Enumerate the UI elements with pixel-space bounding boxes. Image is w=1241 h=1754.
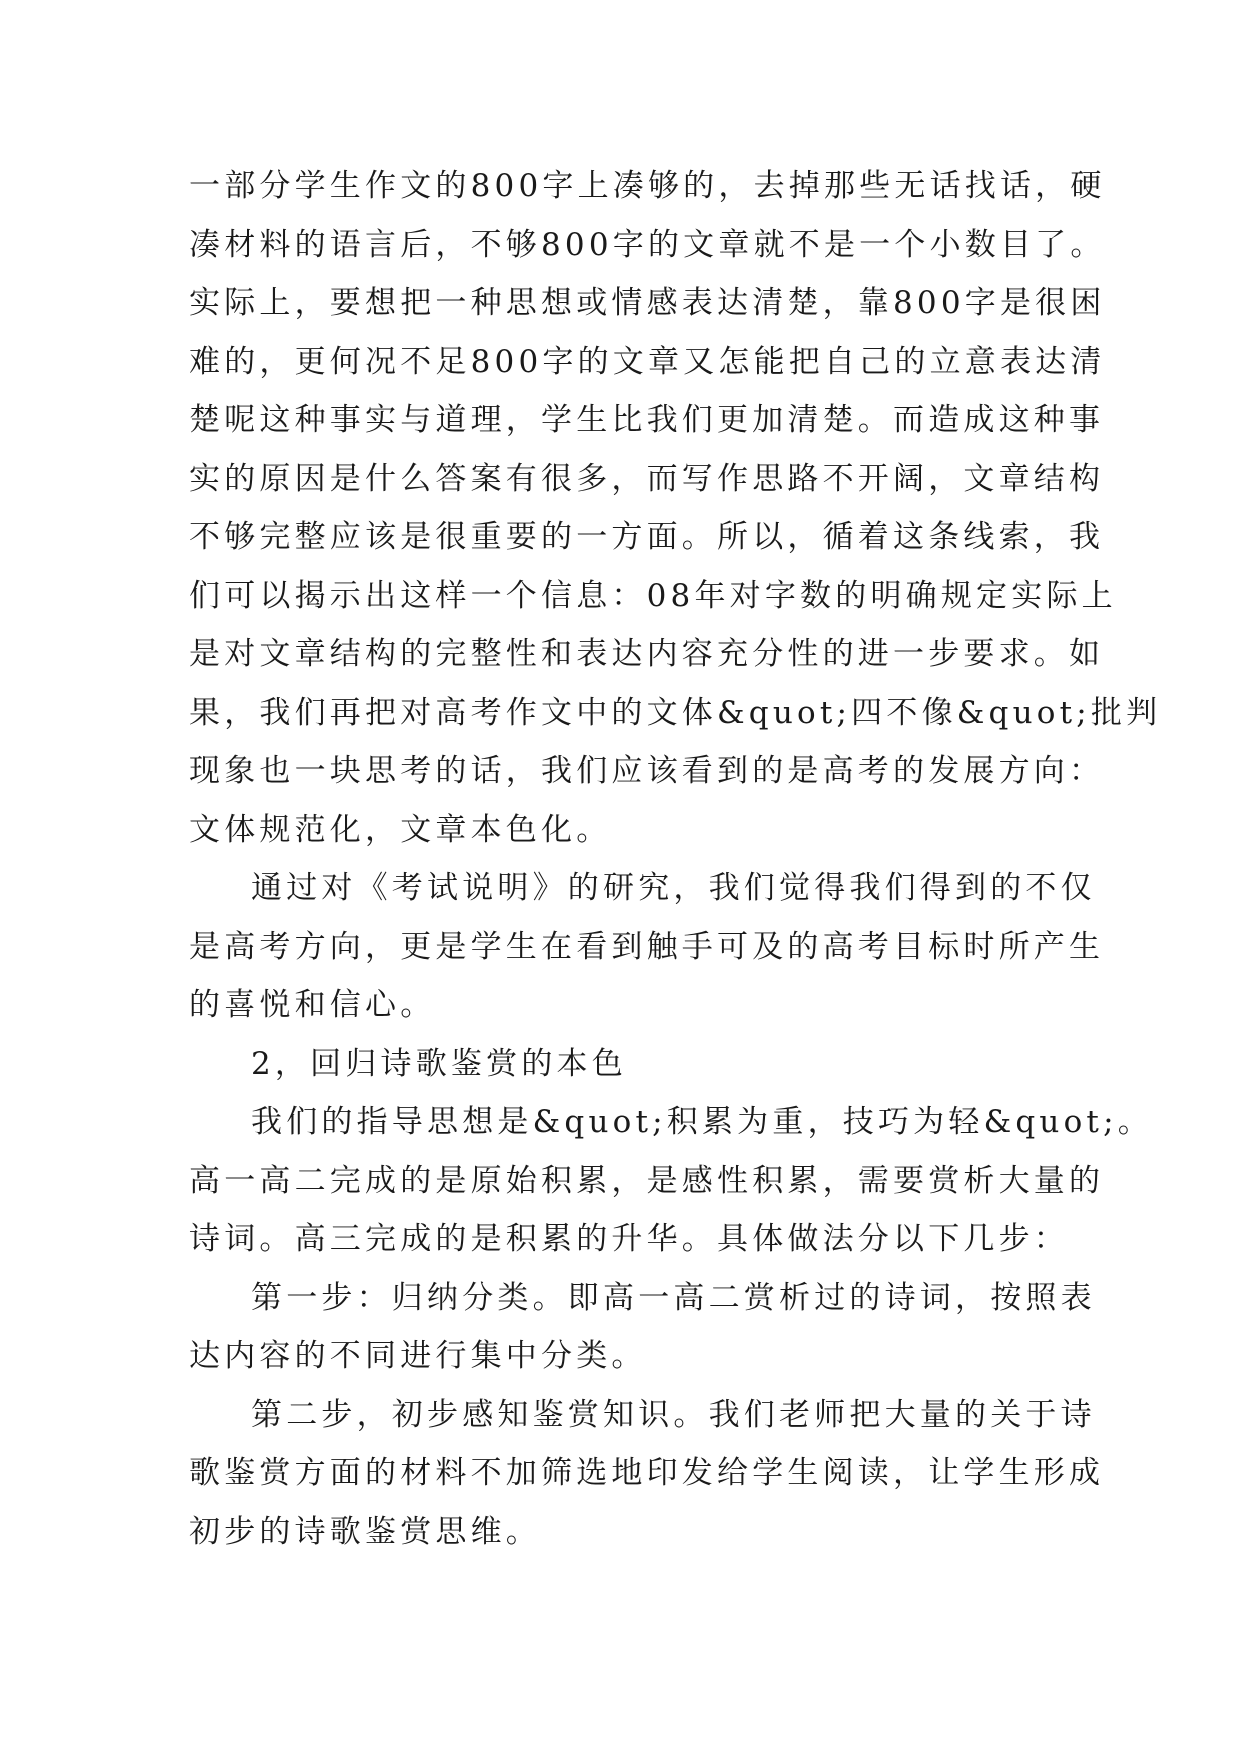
text-line: 们可以揭示出这样一个信息：08年对字数的明确规定实际上 bbox=[189, 577, 1117, 614]
text-line: 是对文章结构的完整性和表达内容充分性的进一步要求。如 bbox=[189, 636, 1105, 672]
text-line: 的喜悦和信心。 bbox=[189, 987, 436, 1023]
text-line: 歌鉴赏方面的材料不加筛选地印发给学生阅读，让学生形成 bbox=[189, 1455, 1105, 1491]
text-line: 一部分学生作文的800字上凑够的，去掉那些无话找话，硬 bbox=[189, 168, 1106, 204]
text-line: 果，我们再把对高考作文中的文体&quot;四不像&quot;批判 bbox=[189, 694, 1162, 731]
document-page bbox=[189, 157, 1162, 1561]
text-line: 第一步：归纳分类。即高一高二赏析过的诗词，按照表 bbox=[251, 1279, 1096, 1316]
text-line: 2，回归诗歌鉴赏的本色 bbox=[251, 1045, 627, 1082]
text-line: 楚呢这种事实与道理，学生比我们更加清楚。而造成这种事 bbox=[189, 402, 1105, 438]
body-text bbox=[189, 157, 1162, 1561]
text-line: 诗词。高三完成的是积累的升华。具体做法分以下几步： bbox=[189, 1221, 1069, 1257]
text-line: 文体规范化，文章本色化。 bbox=[189, 811, 612, 848]
text-line: 第二步，初步感知鉴赏知识。我们老师把大量的关于诗 bbox=[251, 1396, 1096, 1433]
text-line: 实的原因是什么答案有很多，而写作思路不开阔，文章结构 bbox=[189, 460, 1105, 497]
text-line: 达内容的不同进行集中分类。 bbox=[189, 1338, 647, 1374]
text-line: 现象也一块思考的话，我们应该看到的是高考的发展方向： bbox=[189, 753, 1105, 789]
text-line: 凑材料的语言后，不够800字的文章就不是一个小数目了。 bbox=[189, 226, 1106, 263]
text-line: 高一高二完成的是原始积累，是感性积累，需要赏析大量的 bbox=[189, 1162, 1105, 1199]
text-line: 初步的诗歌鉴赏思维。 bbox=[189, 1513, 541, 1550]
text-line: 我们的指导思想是&quot;积累为重，技巧为轻&quot;。 bbox=[251, 1104, 1153, 1140]
text-line: 实际上，要想把一种思想或情感表达清楚，靠800字是很困 bbox=[189, 285, 1106, 321]
text-line: 不够完整应该是很重要的一方面。所以，循着这条线索，我 bbox=[189, 519, 1105, 555]
text-line: 是高考方向，更是学生在看到触手可及的高考目标时所产生 bbox=[189, 928, 1105, 965]
text-line: 难的，更何况不足800字的文章又怎能把自己的立意表达清 bbox=[189, 343, 1106, 380]
text-line: 通过对《考试说明》的研究，我们觉得我们得到的不仅 bbox=[251, 870, 1096, 906]
